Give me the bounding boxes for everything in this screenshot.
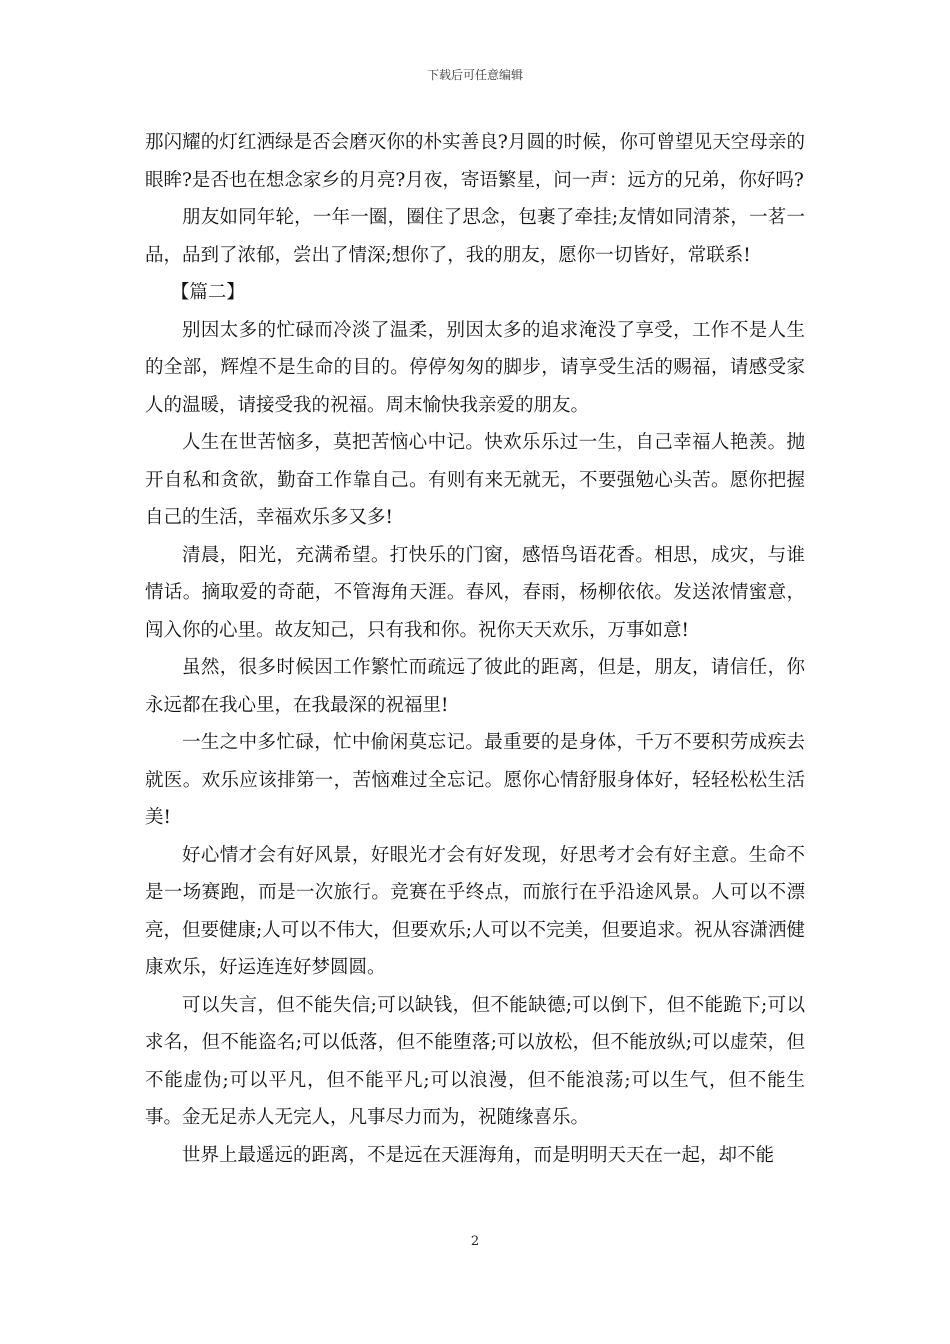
paragraph: 人生在世苦恼多，莫把苦恼心中记。快欢乐乐过一生，自己幸福人艳羡。抛开自私和贪欲，勤奋工作靠自己。有则有来无就无，不要强勉心头苦。愿你把握自己的生活，幸福欢乐多又多! — [145, 432, 805, 528]
paragraph: 那闪耀的灯红洒绿是否会磨灭你的朴实善良?月圆的时候，你可曾望见天空母亲的眼眸?是否也在想念家乡的月亮?月夜，寄语繁星，问一声：远方的兄弟，你好吗? — [145, 132, 805, 191]
paragraph: 朋友如同年轮，一年一圈，圈住了思念，包裹了牵挂;友情如同清茶，一茗一品，品到了浓郁，尝出了情深;想你了，我的朋友，愿你一切皆好，常联系! — [145, 207, 805, 266]
paragraph: 可以失言，但不能失信;可以缺钱，但不能缺德;可以倒下，但不能跪下;可以求名，但不能盗名;可以低落，但不能堕落;可以放松，但不能放纵;可以虚荣，但不能虚伪;可以平凡，但不能平凡;可以浪漫，但不能浪荡;可以生气，但不能生事。金无足赤人无完人，凡事尽力而为，祝随缘喜乐。 — [145, 994, 805, 1128]
section-heading: 【篇二】 — [170, 282, 245, 303]
paragraph: 一生之中多忙碌，忙中偷闲莫忘记。最重要的是身体，千万不要积劳成疾去就医。欢乐应该排第一，苦恼难过全忘记。愿你心情舒服身体好，轻轻松松生活美! — [145, 732, 805, 828]
paragraph: 好心情才会有好风景，好眼光才会有好发现，好思考才会有好主意。生命不是一场赛跑，而是一次旅行。竞赛在乎终点，而旅行在乎沿途风景。人可以不漂亮，但要健康;人可以不伟大，但要欢乐;人可以不完美，但要追求。祝从容潇洒健康欢乐，好运连连好梦圆圆。 — [145, 844, 805, 978]
page-header: 下载后可任意编辑 — [426, 68, 523, 82]
paragraph: 清晨，阳光，充满希望。打快乐的门窗，感悟鸟语花香。相思，成灾，与谁情话。摘取爱的奇葩，不管海角天涯。春风，春雨，杨柳依依。发送浓情蜜意，闯入你的心里。故友知己，只有我和你。祝你天天欢乐，万事如意! — [145, 544, 805, 641]
document-body — [145, 124, 805, 1174]
paragraph: 世界上最遥远的距离，不是远在天涯海角，而是明明天天在一起，却不能 — [182, 1144, 775, 1166]
paragraph: 别因太多的忙碌而冷淡了温柔，别因太多的追求淹没了享受，工作不是人生的全部，辉煌不是生命的目的。停停匆匆的脚步，请享受生活的赐福，请感受家人的温暖，请接受我的祝福。周末愉快我亲爱的朋友。 — [145, 319, 805, 416]
page-number: 2 — [470, 1234, 480, 1249]
paragraph: 虽然，很多时候因工作繁忙而疏远了彼此的距离，但是，朋友，请信任，你永远都在我心里，在我最深的祝福里! — [145, 657, 805, 716]
